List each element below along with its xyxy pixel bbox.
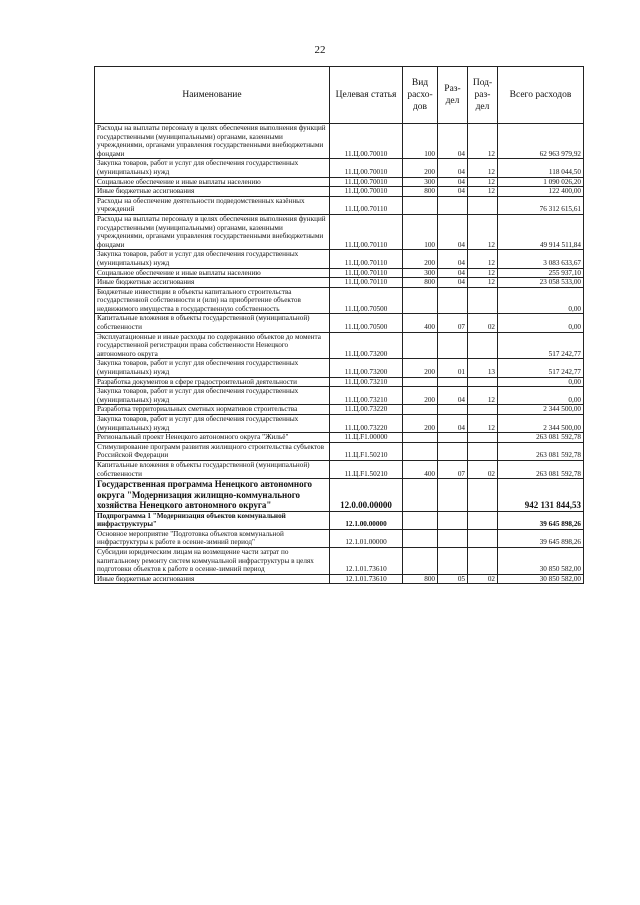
cell-total: 39 645 898,26: [498, 511, 584, 529]
cell-subsection: [468, 548, 498, 575]
cell-target: 12.1.00.00000: [330, 511, 403, 529]
cell-section: 04: [438, 124, 468, 159]
cell-section: [438, 511, 468, 529]
header-total: Всего расходов: [498, 67, 584, 124]
cell-subsection: [468, 479, 498, 512]
cell-name: Закупка товаров, работ и услуг для обеспечения государственных (муниципальных) нужд: [95, 387, 330, 405]
cell-name: Закупка товаров, работ и услуг для обеспечения государственных (муниципальных) нужд: [95, 359, 330, 377]
cell-target: 11.Ц.00.70110: [330, 250, 403, 268]
cell-total: 3 083 633,67: [498, 250, 584, 268]
cell-total: 30 850 582,00: [498, 548, 584, 575]
cell-name: Эксплуатационные и иные расходы по содержанию объектов до момента государственной регистрации права собственности Ненецкого автономного округа: [95, 332, 330, 359]
header-type: Вид расхо-дов: [403, 67, 438, 124]
cell-target: 11.Ц.F1.50210: [330, 460, 403, 478]
cell-type: [403, 479, 438, 512]
table-row: [95, 159, 584, 177]
cell-name: Иные бюджетные ассигнования: [95, 278, 330, 288]
cell-section: 04: [438, 278, 468, 288]
cell-total: 263 081 592,78: [498, 433, 584, 443]
table-row: [95, 405, 584, 415]
cell-section: 07: [438, 314, 468, 332]
cell-total: 1 090 026,20: [498, 177, 584, 187]
cell-type: [403, 377, 438, 387]
cell-target: 11.Ц.00.70110: [330, 278, 403, 288]
cell-total: 2 344 500,00: [498, 405, 584, 415]
table-row: [95, 442, 584, 460]
cell-subsection: [468, 287, 498, 314]
cell-subsection: [468, 405, 498, 415]
cell-section: [438, 433, 468, 443]
cell-name: Субсидии юридическим лицам на возмещение части затрат по капитальному ремонту систем коммунальной инфраструктуры в целях подготовки объектов к работе в осенне-зимний период: [95, 548, 330, 575]
table-row: [95, 479, 584, 512]
cell-target: 11.Ц.00.70110: [330, 268, 403, 278]
cell-name: Государственная программа Ненецкого автономного округа "Модернизация жилищно-коммунального хозяйства Ненецкого автономного округа": [95, 479, 330, 512]
cell-subsection: 12: [468, 124, 498, 159]
table-row: [95, 124, 584, 159]
cell-type: [403, 332, 438, 359]
cell-total: 49 914 511,84: [498, 214, 584, 249]
table-row: [95, 332, 584, 359]
cell-type: 100: [403, 214, 438, 249]
cell-section: 07: [438, 460, 468, 478]
cell-subsection: 12: [468, 177, 498, 187]
cell-subsection: [468, 529, 498, 547]
table-row: [95, 250, 584, 268]
cell-subsection: 12: [468, 278, 498, 288]
cell-section: [438, 196, 468, 214]
table-row: [95, 387, 584, 405]
table-row: [95, 377, 584, 387]
page-number: 22: [314, 44, 326, 56]
table-row: [95, 287, 584, 314]
cell-total: 30 850 582,00: [498, 574, 584, 584]
cell-type: [403, 433, 438, 443]
table-row: [95, 177, 584, 187]
cell-type: 800: [403, 278, 438, 288]
cell-total: 0,00: [498, 377, 584, 387]
cell-section: [438, 529, 468, 547]
cell-subsection: [468, 196, 498, 214]
cell-subsection: 12: [468, 415, 498, 433]
cell-type: [403, 287, 438, 314]
cell-subsection: [468, 511, 498, 529]
cell-target: 11.Ц.00.70110: [330, 214, 403, 249]
table-row: [95, 460, 584, 478]
cell-subsection: [468, 433, 498, 443]
header-name: Наименование: [95, 67, 330, 124]
cell-name: Расходы на выплаты персоналу в целях обеспечения выполнения функций государственными (муниципальными) органами, казенными учреждениями, органами управления государственными внебюджетными фондами: [95, 214, 330, 249]
cell-name: Разработка территориальных сметных нормативов строительства: [95, 405, 330, 415]
header-section: Раз-дел: [438, 67, 468, 124]
cell-name: Капитальные вложения в объекты государственной (муниципальной) собственности: [95, 314, 330, 332]
cell-name: Региональный проект Ненецкого автономного округа "Жильё": [95, 433, 330, 443]
budget-table: [94, 66, 584, 584]
cell-subsection: 12: [468, 214, 498, 249]
cell-name: Расходы на выплаты персоналу в целях обеспечения выполнения функций государственными (муниципальными) органами, казенными учреждениями, органами управления государственными внебюджетными фондами: [95, 124, 330, 159]
cell-section: 01: [438, 359, 468, 377]
cell-section: [438, 405, 468, 415]
cell-type: 800: [403, 574, 438, 584]
cell-target: 11.Ц.F1.00000: [330, 433, 403, 443]
cell-total: 517 242,77: [498, 359, 584, 377]
cell-target: 11.Ц.F1.50210: [330, 442, 403, 460]
cell-name: Основное мероприятие "Подготовка объектов коммунальной инфраструктуры к работе в осенне-зимний период": [95, 529, 330, 547]
cell-subsection: 02: [468, 314, 498, 332]
cell-target: 11.Ц.00.70010: [330, 159, 403, 177]
cell-total: 76 312 615,61: [498, 196, 584, 214]
cell-target: 12.1.01.00000: [330, 529, 403, 547]
cell-type: 200: [403, 159, 438, 177]
table-row: [95, 196, 584, 214]
header-subsection: Под-раз-дел: [468, 67, 498, 124]
cell-subsection: 02: [468, 574, 498, 584]
cell-section: 04: [438, 187, 468, 197]
table-row: [95, 268, 584, 278]
cell-type: 400: [403, 314, 438, 332]
cell-type: 200: [403, 250, 438, 268]
cell-section: 04: [438, 415, 468, 433]
header-target: Целевая статья: [330, 67, 403, 124]
table-row: [95, 433, 584, 443]
cell-total: 0,00: [498, 314, 584, 332]
cell-name: Закупка товаров, работ и услуг для обеспечения государственных (муниципальных) нужд: [95, 159, 330, 177]
cell-section: 04: [438, 214, 468, 249]
table-row: [95, 574, 584, 584]
cell-target: 11.Ц.00.73210: [330, 387, 403, 405]
cell-type: [403, 442, 438, 460]
cell-section: 04: [438, 268, 468, 278]
cell-total: 23 058 533,00: [498, 278, 584, 288]
cell-target: 11.Ц.00.73200: [330, 332, 403, 359]
table-row: [95, 314, 584, 332]
cell-name: Стимулирование программ развития жилищного строительства субъектов Российской Федерации: [95, 442, 330, 460]
cell-subsection: 12: [468, 159, 498, 177]
cell-section: 04: [438, 177, 468, 187]
cell-section: 04: [438, 250, 468, 268]
cell-name: Иные бюджетные ассигнования: [95, 574, 330, 584]
cell-target: 11.Ц.00.70500: [330, 287, 403, 314]
cell-total: 517 242,77: [498, 332, 584, 359]
cell-section: [438, 332, 468, 359]
cell-type: [403, 405, 438, 415]
table-row: [95, 511, 584, 529]
cell-name: Капитальные вложения в объекты государственной (муниципальной) собственности: [95, 460, 330, 478]
cell-target: 11.Ц.00.73220: [330, 415, 403, 433]
table-row: [95, 529, 584, 547]
cell-type: [403, 548, 438, 575]
cell-total: 263 081 592,78: [498, 460, 584, 478]
table-row: [95, 548, 584, 575]
table-row: [95, 187, 584, 197]
cell-total: 0,00: [498, 287, 584, 314]
cell-target: 11.Ц.00.73220: [330, 405, 403, 415]
cell-type: [403, 196, 438, 214]
cell-name: Закупка товаров, работ и услуг для обеспечения государственных (муниципальных) нужд: [95, 415, 330, 433]
cell-type: 200: [403, 415, 438, 433]
cell-subsection: [468, 377, 498, 387]
cell-subsection: 12: [468, 268, 498, 278]
cell-total: 2 344 500,00: [498, 415, 584, 433]
cell-section: [438, 287, 468, 314]
table-row: [95, 415, 584, 433]
table-row: [95, 359, 584, 377]
cell-type: 300: [403, 268, 438, 278]
cell-total: 39 645 898,26: [498, 529, 584, 547]
cell-subsection: 12: [468, 187, 498, 197]
cell-type: 200: [403, 359, 438, 377]
cell-target: 11.Ц.00.70010: [330, 177, 403, 187]
cell-section: 04: [438, 387, 468, 405]
cell-subsection: 12: [468, 387, 498, 405]
cell-section: [438, 479, 468, 512]
cell-type: [403, 529, 438, 547]
cell-type: 400: [403, 460, 438, 478]
cell-type: 300: [403, 177, 438, 187]
cell-total: 263 081 592,78: [498, 442, 584, 460]
cell-subsection: 02: [468, 460, 498, 478]
cell-type: 100: [403, 124, 438, 159]
cell-total: 122 400,00: [498, 187, 584, 197]
cell-name: Разработка документов в сфере градостроительной деятельности: [95, 377, 330, 387]
cell-subsection: 12: [468, 250, 498, 268]
cell-total: 0,00: [498, 387, 584, 405]
cell-section: [438, 548, 468, 575]
table-header-row: [95, 67, 584, 124]
cell-type: [403, 511, 438, 529]
cell-type: 200: [403, 387, 438, 405]
cell-target: 12.1.01.73610: [330, 548, 403, 575]
cell-subsection: [468, 442, 498, 460]
cell-section: 04: [438, 159, 468, 177]
cell-type: 800: [403, 187, 438, 197]
cell-subsection: [468, 332, 498, 359]
cell-total: 62 963 979,92: [498, 124, 584, 159]
cell-total: 255 937,10: [498, 268, 584, 278]
cell-target: 11.Ц.00.70500: [330, 314, 403, 332]
table-row: [95, 214, 584, 249]
cell-section: [438, 377, 468, 387]
cell-name: Социальное обеспечение и иные выплаты населению: [95, 177, 330, 187]
cell-target: 11.Ц.00.73210: [330, 377, 403, 387]
cell-target: 11.Ц.00.73200: [330, 359, 403, 377]
cell-section: 05: [438, 574, 468, 584]
cell-subsection: 13: [468, 359, 498, 377]
cell-target: 11.Ц.00.70110: [330, 196, 403, 214]
cell-target: 12.0.00.00000: [330, 479, 403, 512]
cell-name: Расходы на обеспечение деятельности подведомственных казённых учреждений: [95, 196, 330, 214]
cell-total: 118 044,50: [498, 159, 584, 177]
cell-name: Бюджетные инвестиции в объекты капитального строительства государственной собственности и (или) на приобретение объектов недвижимого имущества в государственную собственность: [95, 287, 330, 314]
cell-name: Иные бюджетные ассигнования: [95, 187, 330, 197]
cell-section: [438, 442, 468, 460]
table-row: [95, 278, 584, 288]
cell-target: 11.Ц.00.70010: [330, 187, 403, 197]
cell-total: 942 131 844,53: [498, 479, 584, 512]
cell-target: 11.Ц.00.70010: [330, 124, 403, 159]
cell-name: Подпрограмма 1 "Модернизация объектов коммунальной инфраструктуры": [95, 511, 330, 529]
cell-target: 12.1.01.73610: [330, 574, 403, 584]
cell-name: Социальное обеспечение и иные выплаты населению: [95, 268, 330, 278]
cell-name: Закупка товаров, работ и услуг для обеспечения государственных (муниципальных) нужд: [95, 250, 330, 268]
